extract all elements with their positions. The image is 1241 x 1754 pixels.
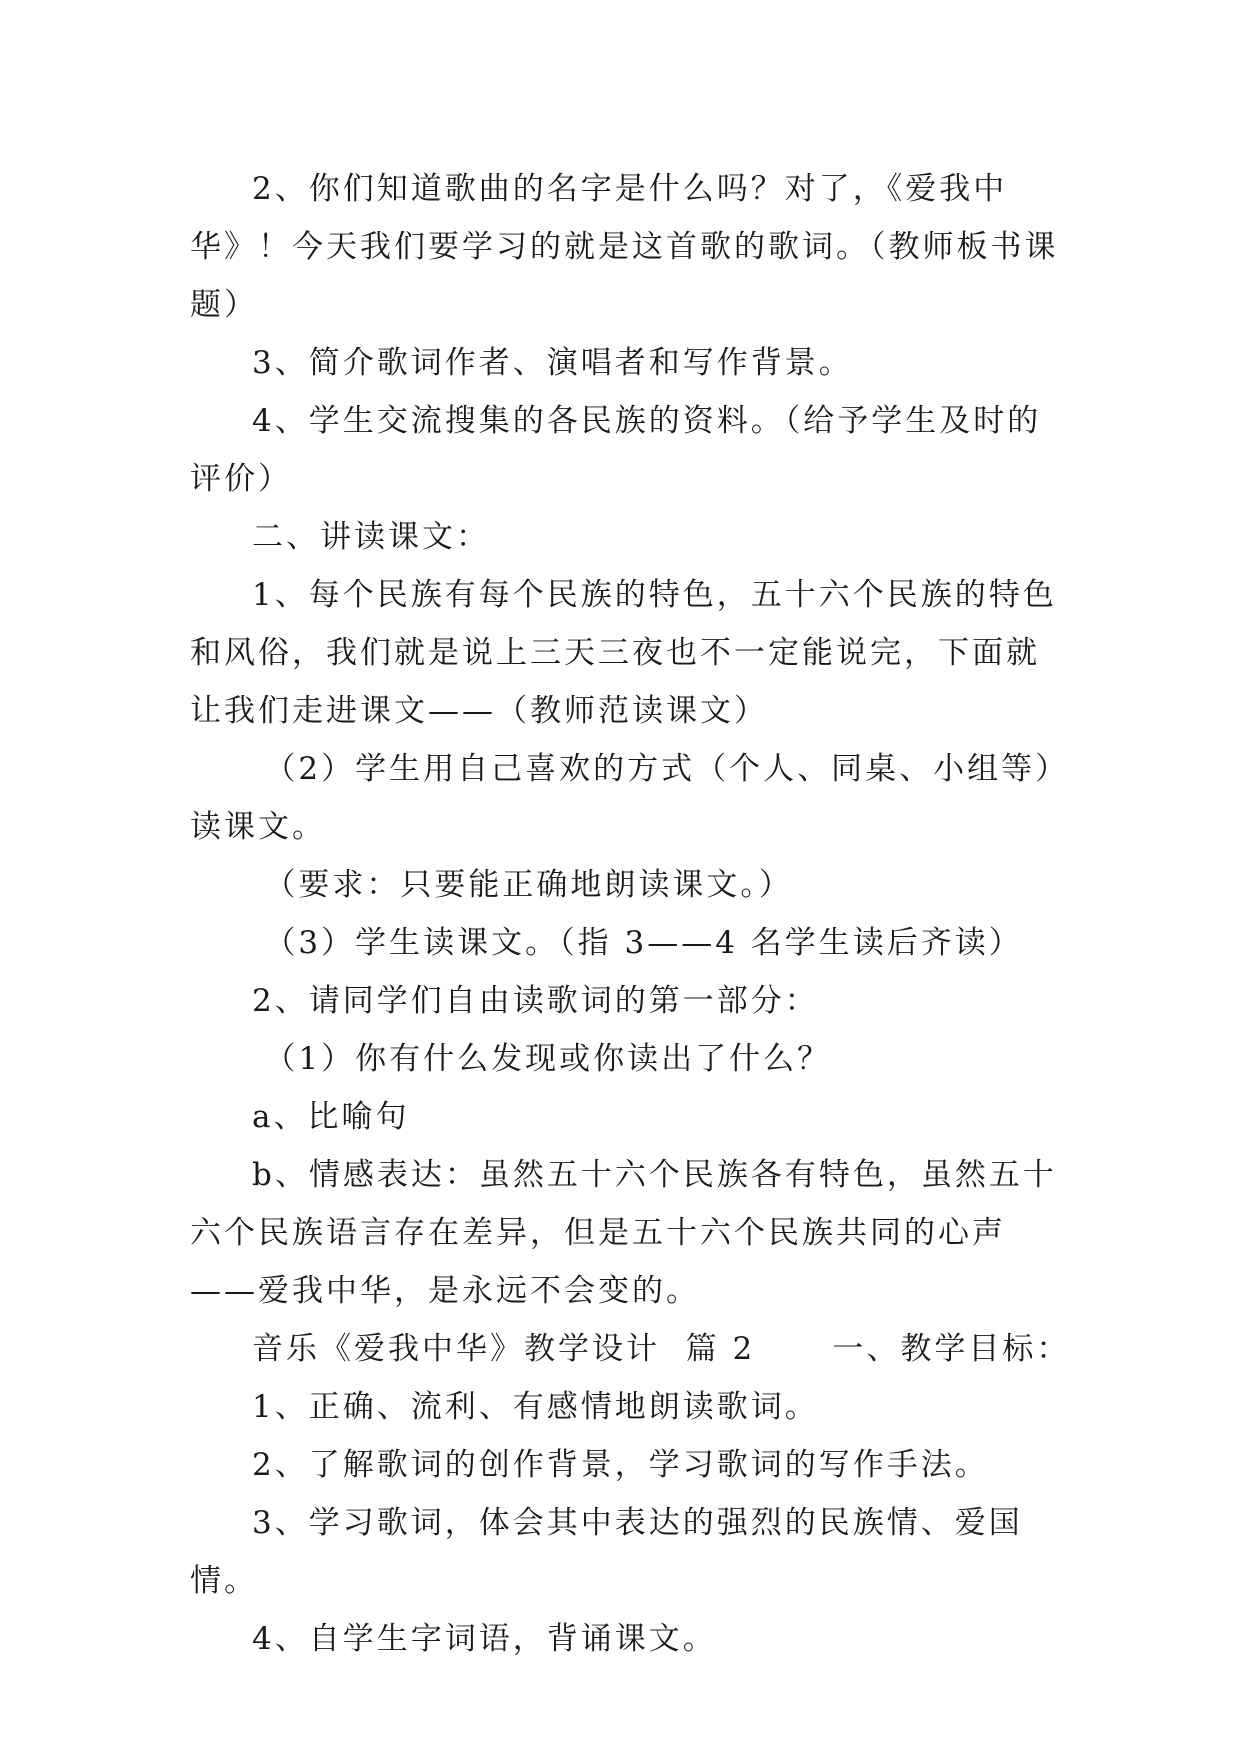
paragraph: 3、简介歌词作者、演唱者和写作背景。 <box>252 345 853 381</box>
paragraph: 2、你们知道歌曲的名字是什么吗？对了，《爱我中华》！今天我们要学习的就是这首歌的歌词。（教师板书课题） <box>190 171 1059 323</box>
section-heading: 音乐《爱我中华》教学设计 篇 2 一、教学目标： <box>252 1331 1071 1367</box>
section-heading: 二、讲读课文： <box>252 519 490 555</box>
paragraph: 2、请同学们自由读歌词的第一部分： <box>252 983 819 1019</box>
paragraph: b、情感表达：虽然五十六个民族各有特色，虽然五十六个民族语言存在差异，但是五十六个民族共同的心声——爱我中华，是永远不会变的。 <box>190 1157 1057 1309</box>
paragraph: 1、每个民族有每个民族的特色，五十六个民族的特色和风俗，我们就是说上三天三夜也不一定能说完，下面就让我们走进课文——（教师范读课文） <box>190 577 1057 729</box>
paragraph: 1、正确、流利、有感情地朗读歌词。 <box>252 1389 819 1425</box>
paragraph: a、比喻句 <box>252 1099 410 1135</box>
paragraph: 4、学生交流搜集的各民族的资料。（给予学生及时的评价） <box>190 403 1042 497</box>
paragraph: （要求：只要能正确地朗读课文。） <box>264 867 793 903</box>
paragraph: （3）学生读课文。（指 3——4 名学生读后齐读） <box>264 925 1023 961</box>
paragraph: 2、了解歌词的创作背景，学习歌词的写作手法。 <box>252 1447 989 1483</box>
paragraph: 3、学习歌词，体会其中表达的强烈的民族情、爱国情。 <box>190 1505 1023 1599</box>
paragraph: （1）你有什么发现或你读出了什么？ <box>264 1041 832 1077</box>
paragraph: 4、自学生字词语，背诵课文。 <box>252 1621 717 1657</box>
paragraph: （2）学生用自己喜欢的方式（个人、同桌、小组等）读课文。 <box>190 751 1054 845</box>
document-body <box>190 160 1071 1668</box>
